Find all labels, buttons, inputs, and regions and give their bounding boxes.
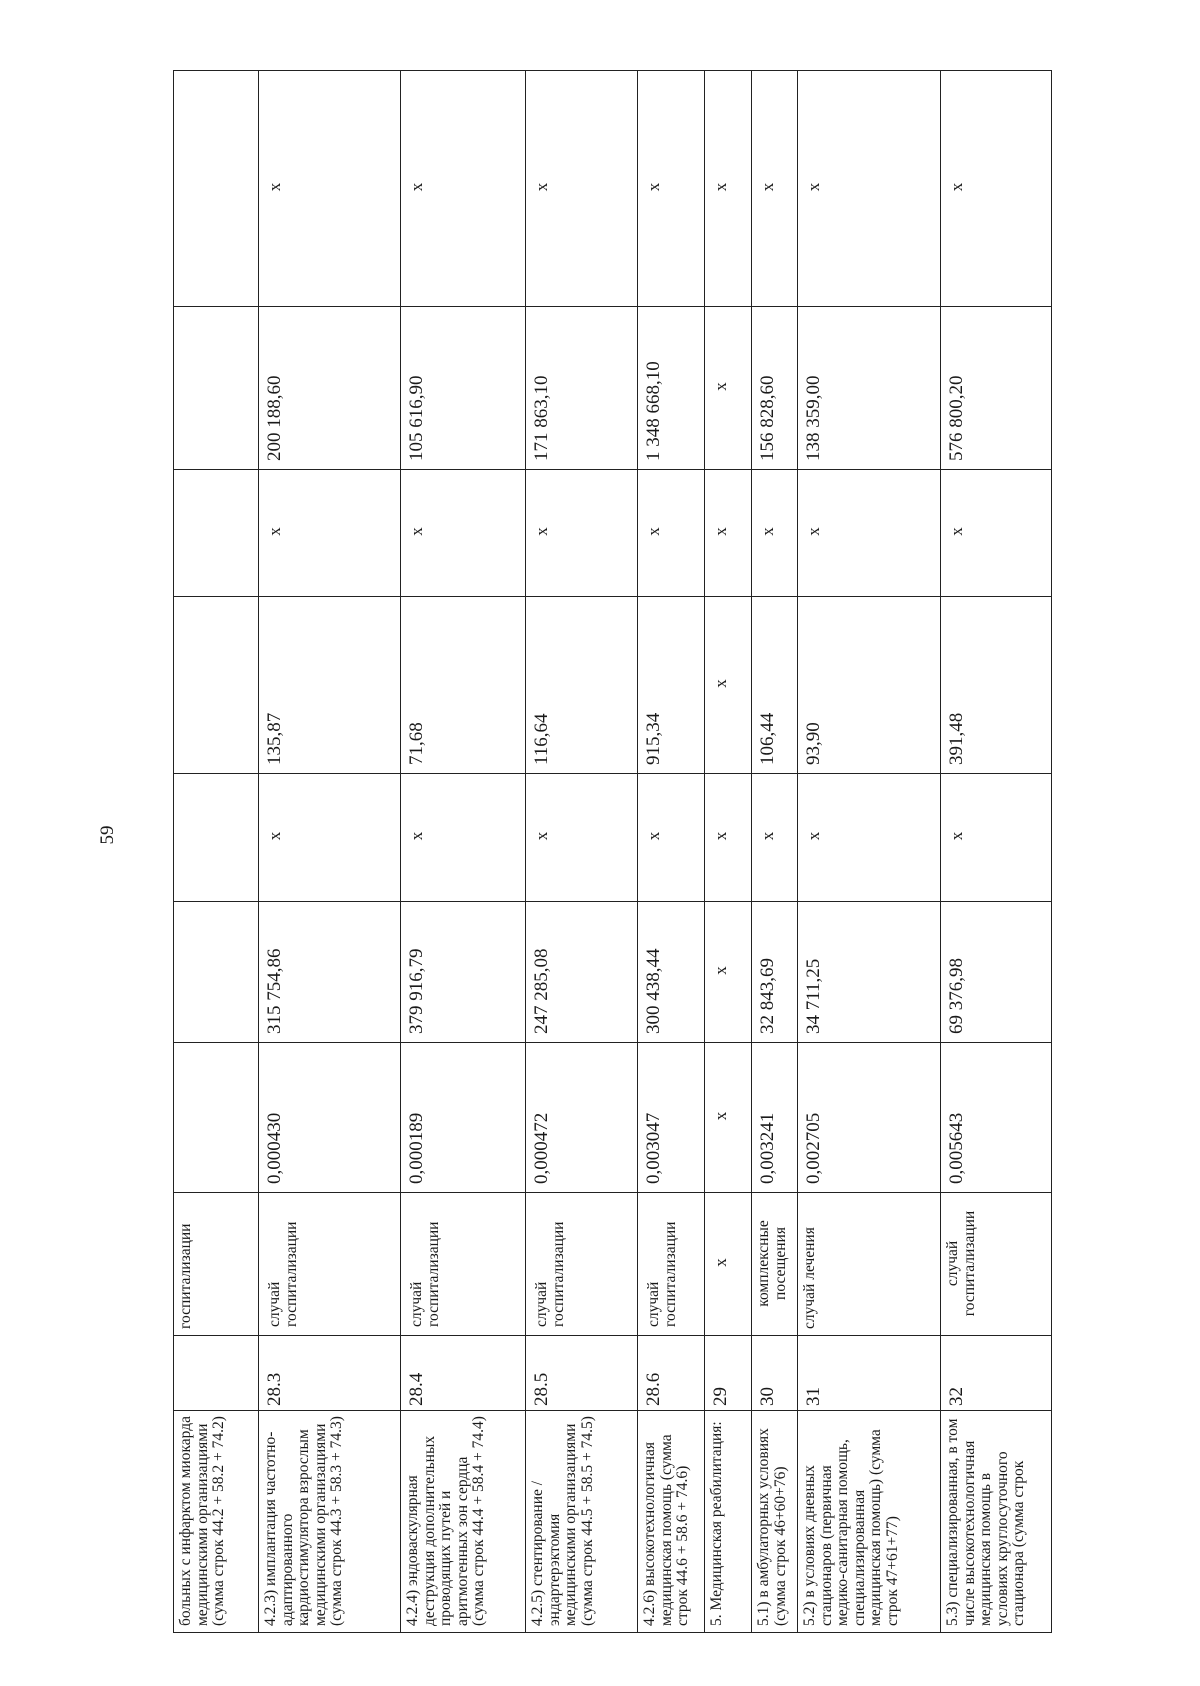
cell: 171 863,10 xyxy=(526,307,638,470)
cell xyxy=(174,774,259,902)
cell: х xyxy=(705,902,752,1043)
row-unit: случай госпитализации xyxy=(941,1193,1052,1336)
cell: х xyxy=(526,71,638,307)
cell: х xyxy=(526,470,638,597)
cell: х xyxy=(752,470,798,597)
cell: х xyxy=(941,774,1052,902)
row-line-number: 28.5 xyxy=(526,1336,638,1411)
cell xyxy=(174,71,259,307)
table-row xyxy=(638,71,705,1633)
cell: 0,000189 xyxy=(401,1043,526,1193)
cell: х xyxy=(798,774,941,902)
cell: 315 754,86 xyxy=(259,902,401,1043)
cell xyxy=(174,597,259,774)
cell xyxy=(174,1043,259,1193)
row-name: 5.1) в амбулаторных условиях (сумма строк 46+60+76) xyxy=(752,1411,798,1633)
row-unit: случай госпитализации xyxy=(401,1193,526,1336)
cell: 93,90 xyxy=(798,597,941,774)
cell: х xyxy=(941,71,1052,307)
table-row xyxy=(259,71,401,1633)
cell: х xyxy=(401,470,526,597)
cell: 247 285,08 xyxy=(526,902,638,1043)
row-name: 4.2.3) имплантация частотно-адаптированного кардиостимулятора взрослым медицинскими организациями (сумма строк 44.3 + 58.3 + 74.3) xyxy=(259,1411,401,1633)
cell: х xyxy=(705,1043,752,1193)
cell: 116,64 xyxy=(526,597,638,774)
cell: х xyxy=(638,470,705,597)
cell: х xyxy=(401,71,526,307)
cell: х xyxy=(705,597,752,774)
table-row xyxy=(174,71,259,1633)
row-line-number: 31 xyxy=(798,1336,941,1411)
row-unit: случай госпитализации xyxy=(259,1193,401,1336)
cell: х xyxy=(401,774,526,902)
row-name: 4.2.6) высокотехнологичная медицинская помощь (сумма строк 44.6 + 58.6 + 74.6) xyxy=(638,1411,705,1633)
cell: х xyxy=(259,71,401,307)
data-table xyxy=(173,70,1052,1633)
row-name: 4.2.4) эндоваскулярная деструкция дополнительных проводящих путей и аритмогенных зон сердца (сумма строк 44.4 + 58.4 + 74.4) xyxy=(401,1411,526,1633)
row-unit: случай лечения xyxy=(798,1193,941,1336)
table-row xyxy=(705,71,752,1633)
table-row xyxy=(798,71,941,1633)
cell xyxy=(174,470,259,597)
cell: х xyxy=(752,71,798,307)
row-name: 5. Медицинская реабилитация: xyxy=(705,1411,752,1633)
row-line-number: 30 xyxy=(752,1336,798,1411)
cell: 0,000472 xyxy=(526,1043,638,1193)
cell: 1 348 668,10 xyxy=(638,307,705,470)
table-row xyxy=(941,71,1052,1633)
row-line-number: 29 xyxy=(705,1336,752,1411)
cell: 69 376,98 xyxy=(941,902,1052,1043)
cell: х xyxy=(705,774,752,902)
cell: 200 188,60 xyxy=(259,307,401,470)
table-row xyxy=(526,71,638,1633)
row-line-number: 28.4 xyxy=(401,1336,526,1411)
cell: х xyxy=(705,307,752,470)
cell: х xyxy=(259,470,401,597)
row-line-number: 32 xyxy=(941,1336,1052,1411)
cell: 156 828,60 xyxy=(752,307,798,470)
cell: х xyxy=(638,774,705,902)
cell: х xyxy=(941,470,1052,597)
row-unit: х xyxy=(705,1193,752,1336)
row-unit: случай госпитализации xyxy=(638,1193,705,1336)
cell: 379 916,79 xyxy=(401,902,526,1043)
cell xyxy=(174,902,259,1043)
cell xyxy=(174,307,259,470)
cell: 32 843,69 xyxy=(752,902,798,1043)
cell: 0,003047 xyxy=(638,1043,705,1193)
row-line-number: 28.3 xyxy=(259,1336,401,1411)
cell: х xyxy=(798,470,941,597)
cell: х xyxy=(638,71,705,307)
table-row xyxy=(752,71,798,1633)
cell: 0,005643 xyxy=(941,1043,1052,1193)
cell: 71,68 xyxy=(401,597,526,774)
row-unit: случай госпитализации xyxy=(526,1193,638,1336)
table-row xyxy=(401,71,526,1633)
cell: х xyxy=(705,71,752,307)
cell: 915,34 xyxy=(638,597,705,774)
cell: х xyxy=(259,774,401,902)
cell: 0,002705 xyxy=(798,1043,941,1193)
cell: 138 359,00 xyxy=(798,307,941,470)
cell: 135,87 xyxy=(259,597,401,774)
cell: х xyxy=(705,470,752,597)
row-name: 5.3) специализированная, в том числе высокотехнологичная медицинская помощь в условиях круглосуточного стационара (сумма строк xyxy=(941,1411,1052,1633)
cell: 391,48 xyxy=(941,597,1052,774)
row-line-number: 28.6 xyxy=(638,1336,705,1411)
row-name: больных с инфарктом миокарда медицинскими организациями (сумма строк 44.2 + 58.2 + 74.2) xyxy=(174,1411,259,1633)
page-number: 59 xyxy=(97,825,118,845)
row-unit: комплексные посещения xyxy=(752,1193,798,1336)
row-name: 4.2.5) стентирование / эндартерэктомия медицинскими организациями (сумма строк 44.5 + 58.5 + 74.5) xyxy=(526,1411,638,1633)
row-unit: госпитализации xyxy=(174,1193,259,1336)
cell: х xyxy=(526,774,638,902)
rotated-table-container xyxy=(173,71,1051,1633)
cell: х xyxy=(798,71,941,307)
cell: 0,000430 xyxy=(259,1043,401,1193)
cell: х xyxy=(752,774,798,902)
cell: 576 800,20 xyxy=(941,307,1052,470)
cell: 34 711,25 xyxy=(798,902,941,1043)
cell: 105 616,90 xyxy=(401,307,526,470)
cell: 300 438,44 xyxy=(638,902,705,1043)
cell: 106,44 xyxy=(752,597,798,774)
row-name: 5.2) в условиях дневных стационаров (первичная медико-санитарная помощь, специализированная медицинская помощь) (сумма строк 47+61+77) xyxy=(798,1411,941,1633)
row-line-number xyxy=(174,1336,259,1411)
cell: 0,003241 xyxy=(752,1043,798,1193)
